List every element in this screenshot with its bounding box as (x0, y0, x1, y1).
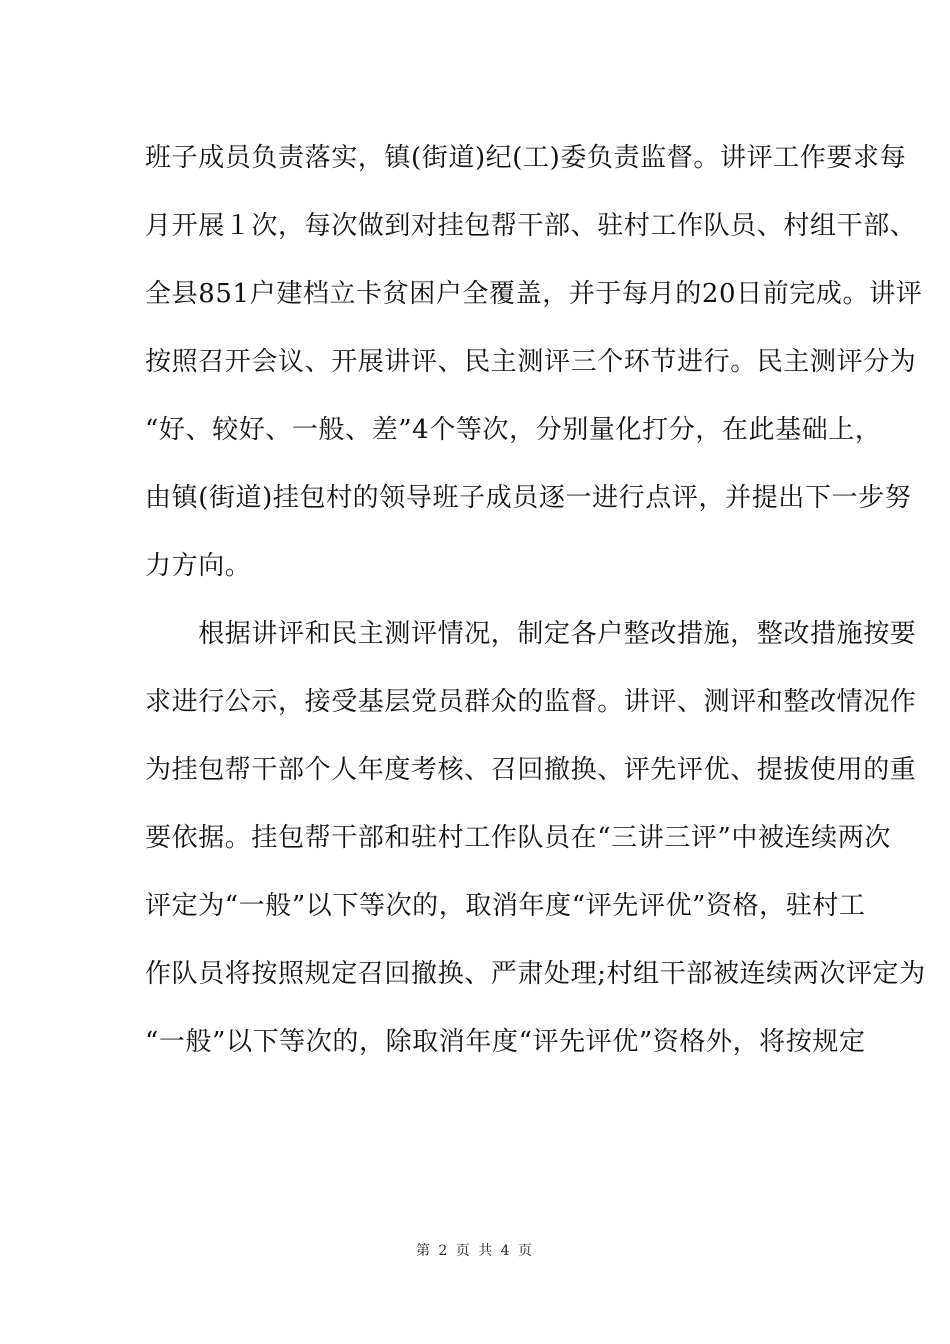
text-line-10: 为挂包帮干部个人年度考核、召回撤换、评先评优、提拔使用的重 (145, 755, 917, 785)
page-number-footer: 第 2 页 共 4 页 (415, 1243, 535, 1259)
text-line-3: 全县851户建档立卡贫困户全覆盖，并于每月的20日前完成。讲评 (145, 279, 923, 309)
text-line-9: 求进行公示，接受基层党员群众的监督。讲评、测评和整改情况作 (145, 687, 917, 717)
text-line-2: 月开展１次，每次做到对挂包帮干部、驻村工作队员、村组干部、 (145, 211, 917, 241)
text-line-14: “一般”以下等次的，除取消年度“评先评优”资格外，将按规定 (145, 1027, 866, 1057)
text-line-12: 评定为“一般”以下等次的，取消年度“评先评优”资格，驻村工 (145, 891, 866, 921)
document-body (145, 124, 926, 1076)
text-line-1: 班子成员负责落实，镇(街道)纪(工)委负责监督。讲评工作要求每 (145, 143, 907, 173)
text-line-4: 按照召开会议、开展讲评、民主测评三个环节进行。民主测评分为 (145, 347, 917, 377)
text-line-11: 要依据。挂包帮干部和驻村工作队员在“三讲三评”中被连续两次 (145, 823, 891, 853)
text-line-13: 作队员将按照规定召回撤换、严肃处理;村组干部被连续两次评定为 (145, 959, 926, 989)
text-line-6: 由镇(街道)挂包村的领导班子成员逐一进行点评，并提出下一步努 (145, 483, 912, 513)
text-line-5: “好、较好、一般、差”4个等次，分别量化打分，在此基础上， (145, 415, 882, 445)
text-line-7: 力方向。 (145, 551, 252, 581)
text-line-8: 根据讲评和民主测评情况，制定各户整改措施，整改措施按要 (145, 619, 917, 649)
